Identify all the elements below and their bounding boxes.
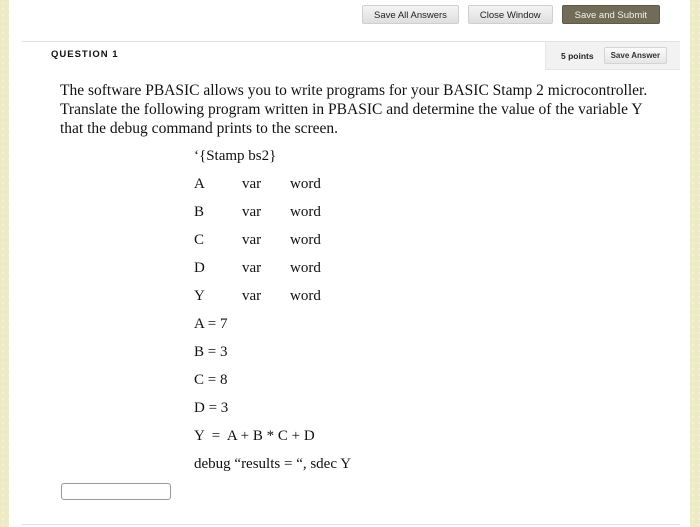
declaration-row: Y var word [194,288,321,304]
close-window-button[interactable]: Close Window [468,5,553,24]
points-label: 5 points [561,50,594,61]
page-border-left [0,0,9,527]
code-block [194,146,351,482]
declaration-row: B var word [194,204,321,220]
declaration-row: C var word [194,232,321,248]
question-title: QUESTION 1 [51,49,119,60]
code-header: ‘{Stamp bs2} [194,148,277,164]
assignment-line: B = 3 [194,344,228,360]
top-toolbar [362,5,660,24]
assignment-line: D = 3 [194,400,229,416]
question-text: The software PBASIC allows you to write programs for your BASIC Stamp 2 microcontroller. Translate the following program written in PBASIC and determine the value of the variable Y that the debug command prints to the screen. [60,82,648,137]
debug-line: debug “results = “, sdec Y [194,456,352,472]
question-header [22,41,680,72]
assignment-line: A = 7 [194,316,228,332]
declaration-row: D var word [194,260,321,276]
bottom-divider [22,524,680,525]
assignment-line: Y = A + B * C + D [194,428,315,444]
save-and-submit-button[interactable]: Save and Submit [562,5,660,24]
page-border-right [690,0,700,527]
save-answer-button[interactable]: Save Answer [604,47,668,64]
assignment-line: C = 8 [194,372,228,388]
points-box [545,42,680,70]
save-all-answers-button[interactable]: Save All Answers [362,5,459,24]
answer-input[interactable] [61,483,171,500]
declaration-row: A var word [194,176,321,192]
